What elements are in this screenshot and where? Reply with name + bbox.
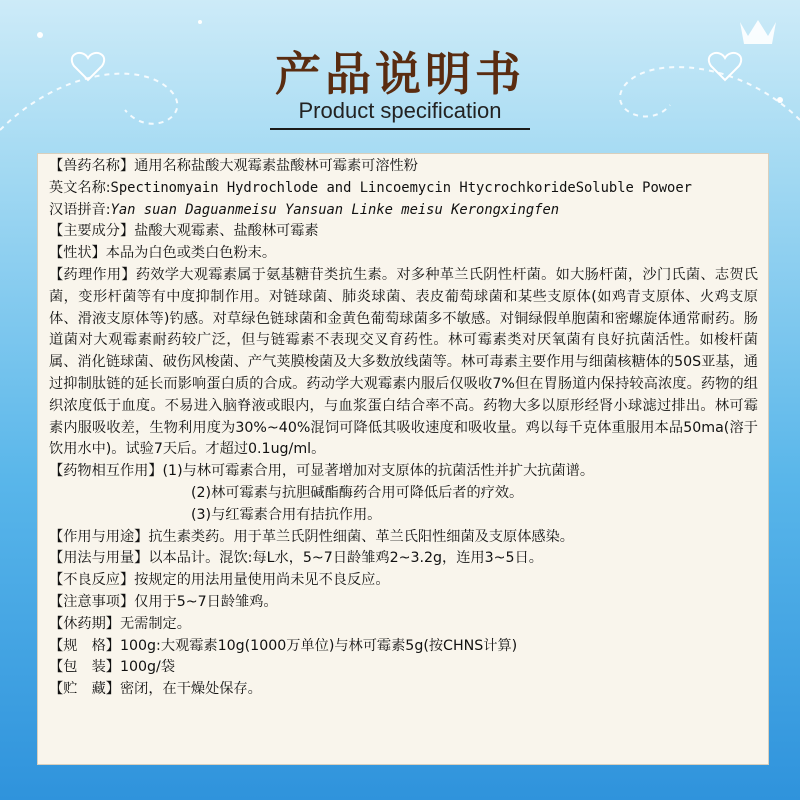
page-title: 产品说明书 bbox=[275, 47, 525, 101]
english-name-row bbox=[49, 178, 758, 200]
usage-row bbox=[49, 527, 758, 549]
withdrawal-row bbox=[49, 614, 758, 636]
caution-row bbox=[49, 592, 758, 614]
english-name-label: 英文名称: bbox=[49, 179, 111, 196]
interaction-row bbox=[49, 461, 758, 483]
ingredients-value: 盐酸大观霉素、盐酸林可霉素 bbox=[134, 223, 319, 240]
interaction-row bbox=[49, 505, 758, 527]
interaction-item: (2)林可霉素与抗胆碱酯酶药合用可降低后者的疗效。 bbox=[191, 484, 524, 501]
package-row bbox=[49, 657, 758, 679]
withdrawal-label: 【休药期】 bbox=[49, 615, 120, 632]
package-value: 100g/袋 bbox=[119, 659, 176, 676]
usage-label: 【作用与用途】 bbox=[49, 528, 149, 545]
storage-value: 密闭，在干燥处保存。 bbox=[119, 681, 262, 698]
pharmacology-label: 【药理作用】 bbox=[49, 266, 136, 283]
interaction-row bbox=[49, 483, 758, 505]
dosage-label: 【用法与用量】 bbox=[49, 550, 149, 567]
package-label: 【包 装】 bbox=[49, 659, 120, 676]
interaction-item: (3)与红霉素合用有拮抗作用。 bbox=[191, 506, 382, 523]
appearance-row bbox=[49, 243, 758, 265]
caution-value: 仅用于5~7日龄雏鸡。 bbox=[134, 593, 278, 610]
caution-label: 【注意事项】 bbox=[49, 593, 135, 610]
strength-value: 100g:大观霉素10g(1000万单位)与林可霉素5g(按CHNS计算) bbox=[119, 637, 518, 654]
title-underline bbox=[270, 128, 530, 130]
dosage-row bbox=[49, 548, 758, 570]
specification-panel bbox=[37, 153, 769, 765]
pharmacology-section bbox=[49, 265, 758, 461]
adverse-value: 按规定的用法用量使用尚未见不良反应。 bbox=[134, 572, 390, 589]
adverse-label: 【不良反应】 bbox=[49, 572, 135, 589]
ingredients-row bbox=[49, 221, 758, 243]
adverse-row bbox=[49, 570, 758, 592]
interaction-label: 【药物相互作用】 bbox=[49, 463, 163, 480]
withdrawal-value: 无需制定。 bbox=[119, 615, 191, 632]
star-dot-icon bbox=[198, 20, 202, 24]
storage-row bbox=[49, 679, 758, 701]
strength-row bbox=[49, 636, 758, 658]
interaction-item: (1)与林可霉素合用，可显著增加对支原体的抗菌活性并扩大抗菌谱。 bbox=[162, 463, 595, 480]
pharmacology-value: 药效学大观霉素属于氨基糖苷类抗生素。对多种革兰氏阴性杆菌。如大肠杆菌，沙门氏菌、志贺氏菌，变形杆菌等有中度抑制作用。对链球菌、肺炎球菌、表皮葡萄球菌和某些支原体(如鸡青支原体、火鸡支原体、滑液支原体等)钓感。对草绿色链球菌和金黄色葡萄球菌多不敏感。对铜绿假单胞菌和密螺旋体通常耐药。肠道菌对大观霉素耐药较广泛，但与链霉素不表现交叉育药性。林可霉素类对厌氧菌有良好抗菌活性。如梭杆菌属、消化链球菌、破伤风梭菌、产气荚膜梭菌及大多数放线菌等。林可毒素主要作用与细菌核糖体的50S亚基，通过抑制肽链的延长而影响蛋白质的合成。药动学大观霉素内服后仅吸收7%但在胃肠道内保持较高浓度。药物的组织浓度低于血度。不易进入脑脊液或眼内，与血浆蛋白结合率不高。药物大多以原形经肾小球滤过排出。林可霉素内服吸收差，生物利用度为30%~40%混饲可降低其吸收速度和吸收量。鸡以每千克体重服用本品50ma(溶于饮用水中)。试验7天后。才超过0.1ug/ml。 bbox=[49, 266, 758, 458]
appearance-label: 【性状】 bbox=[49, 245, 106, 262]
strength-label: 【规 格】 bbox=[49, 637, 120, 654]
pinyin-row bbox=[49, 200, 758, 222]
drug-name-label: 【兽药名称】 bbox=[49, 158, 135, 174]
pinyin-label: 汉语拼音: bbox=[49, 201, 111, 218]
drug-name-value: 通用名称盐酸大观霉素盐酸林可霉素可溶性粉 bbox=[134, 158, 418, 174]
page-subtitle: Product specification bbox=[298, 98, 502, 123]
pinyin-value: Yan suan Daguanmeisu Yansuan Linke meisu Kerongxingfen bbox=[110, 201, 560, 218]
appearance-value: 本品为白色或类白色粉末。 bbox=[105, 245, 277, 262]
ingredients-label: 【主要成分】 bbox=[49, 223, 135, 240]
drug-name-row bbox=[49, 156, 758, 178]
english-name-value: Spectinomyain Hydrochlode and Lincoemycin HtycrochkorideSoluble Powoer bbox=[110, 179, 692, 196]
storage-label: 【贮 藏】 bbox=[49, 681, 120, 698]
dosage-value: 以本品计。混饮:每L水，5~7日龄雏鸡2~3.2g，连用3~5日。 bbox=[148, 550, 543, 567]
usage-value: 抗生素类药。用于革兰氏阴性细菌、革兰氏阳性细菌及支原体感染。 bbox=[148, 528, 574, 545]
